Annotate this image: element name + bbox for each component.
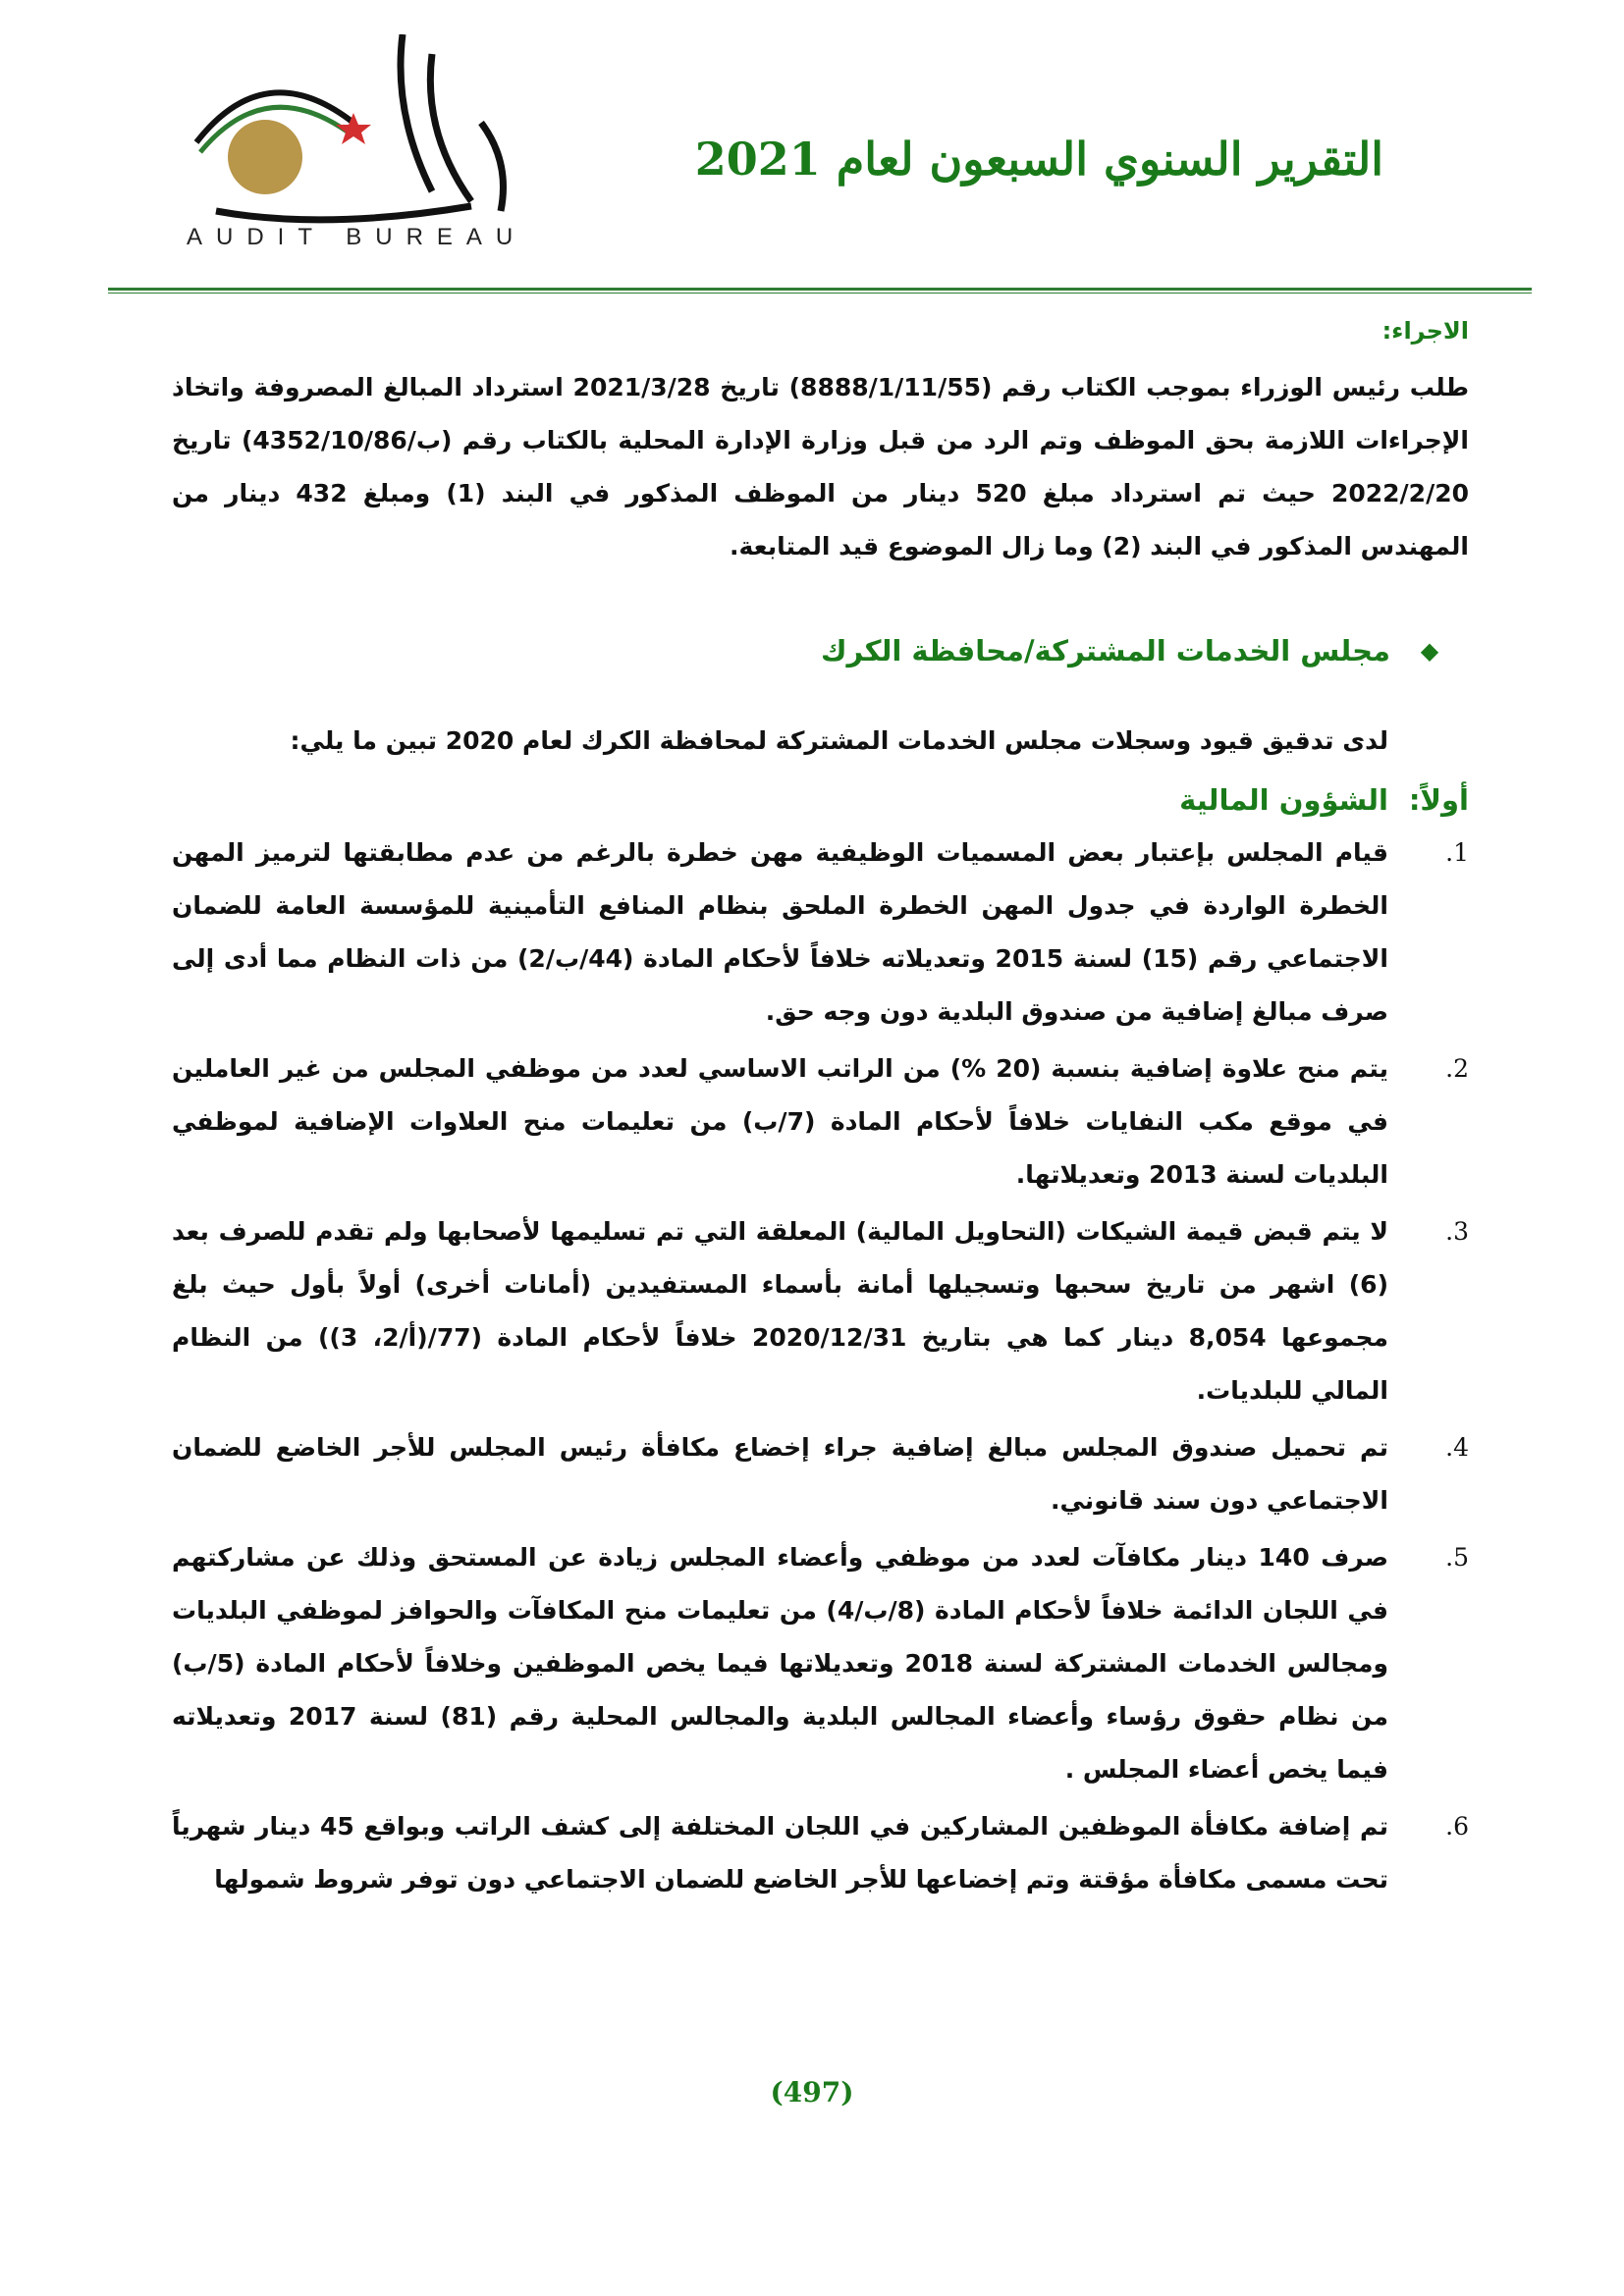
item-number: 5. — [1445, 1543, 1469, 1572]
list-item — [172, 1042, 1469, 1201]
section-intro: لدى تدقيق قيود وسجلات مجلس الخدمات المشتركة لمحافظة الكرك لعام 2020 تبين ما يلي: — [290, 726, 1388, 755]
header-divider — [108, 288, 1532, 291]
item-number: 2. — [1445, 1054, 1469, 1083]
procedure-label: الاجراء: — [1381, 317, 1469, 345]
item-text: لا يتم قبض قيمة الشيكات (التحاويل المالية) المعلقة التي تم تسليمها لأصحابها ولم تقدم للصرف بعد (6) اشهر من تاريخ سحبها وتسجيلها أمانة بأسماء المستفيدين (أمانات أخرى) أولاً بأول حيث بلغ مجموعها 8,054 دينار كما هي بتاريخ 2020/12/31 خلافاً لأحكام المادة (77/(أ/2، 3)) من النظام المالي للبلديات. — [172, 1217, 1388, 1405]
list-item — [172, 1531, 1469, 1796]
findings-list — [172, 827, 1469, 1906]
header-divider-thin — [108, 293, 1532, 294]
item-text: يتم منح علاوة إضافية بنسبة (20 %) من الراتب الاساسي لعدد من موظفي المجلس من غير العاملين في موقع مكب النفايات خلافاً لأحكام المادة (7/ب) من تعليمات منح العلاوات الإضافية لموظفي البلديات لسنة 2013 وتعديلاتها. — [172, 1054, 1388, 1189]
list-item — [172, 1800, 1469, 1906]
item-number: 4. — [1445, 1433, 1469, 1462]
section-heading — [172, 624, 1469, 677]
report-title: التقرير السنوي السبعون لعام 2021 — [694, 133, 1383, 186]
subsection-number: أولاً: — [1408, 783, 1469, 817]
list-item — [172, 1421, 1469, 1527]
page-content — [172, 304, 1469, 1910]
item-number: 6. — [1445, 1812, 1469, 1841]
item-text: صرف 140 دينار مكافآت لعدد من موظفي وأعضاء المجلس زيادة عن المستحق وذلك عن مشاركتهم في اللجان الدائمة خلافاً لأحكام المادة (8/ب/4) من تعليمات منح المكافآت والحوافز لموظفي البلديات ومجالس الخدمات المشتركة لسنة 2018 وتعديلاتها فيما يخص الموظفين وخلافاً لأحكام المادة (5/ب) من نظام حقوق رؤساء وأعضاء المجالس البلدية والمجالس المحلية رقم (81) لسنة 2017 وتعديلاته فيما يخص أعضاء المجلس . — [172, 1543, 1389, 1784]
list-item — [172, 1205, 1469, 1417]
subsection-title: الشؤون المالية — [1179, 783, 1388, 817]
procedure-text: طلب رئيس الوزراء بموجب الكتاب رقم (8888/1/11/55) تاريخ 2021/3/28 استرداد المبالغ المصروفة واتخاذ الإجراءات اللازمة بحق الموظف وتم الرد من قبل وزارة الإدارة المحلية بالكتاب رقم (ب/4352/10/86) تاريخ 2022/2/20 حيث تم استرداد مبلغ 520 دينار من الموظف المذكور في البند (1) ومبلغ 432 دينار من المهندس المذكور في البند (2) وما زال الموضوع قيد المتابعة. — [172, 373, 1469, 561]
item-number: 3. — [1445, 1217, 1469, 1246]
section-title: مجلس الخدمات المشتركة/محافظة الكرك — [820, 634, 1390, 667]
diamond-bullet-icon: ◆ — [1420, 637, 1439, 665]
logo-english-text: AUDIT BUREAU — [187, 224, 527, 250]
page-number: (497) — [770, 2076, 854, 2109]
item-text: تم إضافة مكافأة الموظفين المشاركين في اللجان المختلفة إلى كشف الراتب وبواقع 45 دينار شهرياً تحت مسمى مكافأة مؤقتة وتم إخضاعها للأجر الخاضع للضمان الاجتماعي دون توفر شروط شمولها — [172, 1812, 1388, 1894]
subsection-heading — [172, 774, 1469, 827]
item-text: قيام المجلس بإعتبار بعض المسميات الوظيفية مهن خطرة بالرغم من عدم مطابقتها لترميز المهن الخطرة الواردة في جدول المهن الخطرة الملحق بنظام المنافع التأمينية للمؤسسة العامة للضمان الاجتماعي رقم (15) لسنة 2015 وتعديلاته خلافاً لأحكام المادة (44/ب/2) من ذات النظام مما أدى إلى صرف مبالغ إضافية من صندوق البلدية دون وجه حق. — [172, 838, 1388, 1026]
list-item — [172, 827, 1469, 1039]
item-number: 1. — [1445, 838, 1469, 867]
item-text: تم تحميل صندوق المجلس مبالغ إضافية جراء إخضاع مكافأة رئيس المجلس للأجر الخاضع للضمان الاجتماعي دون سند قانوني. — [172, 1433, 1388, 1515]
